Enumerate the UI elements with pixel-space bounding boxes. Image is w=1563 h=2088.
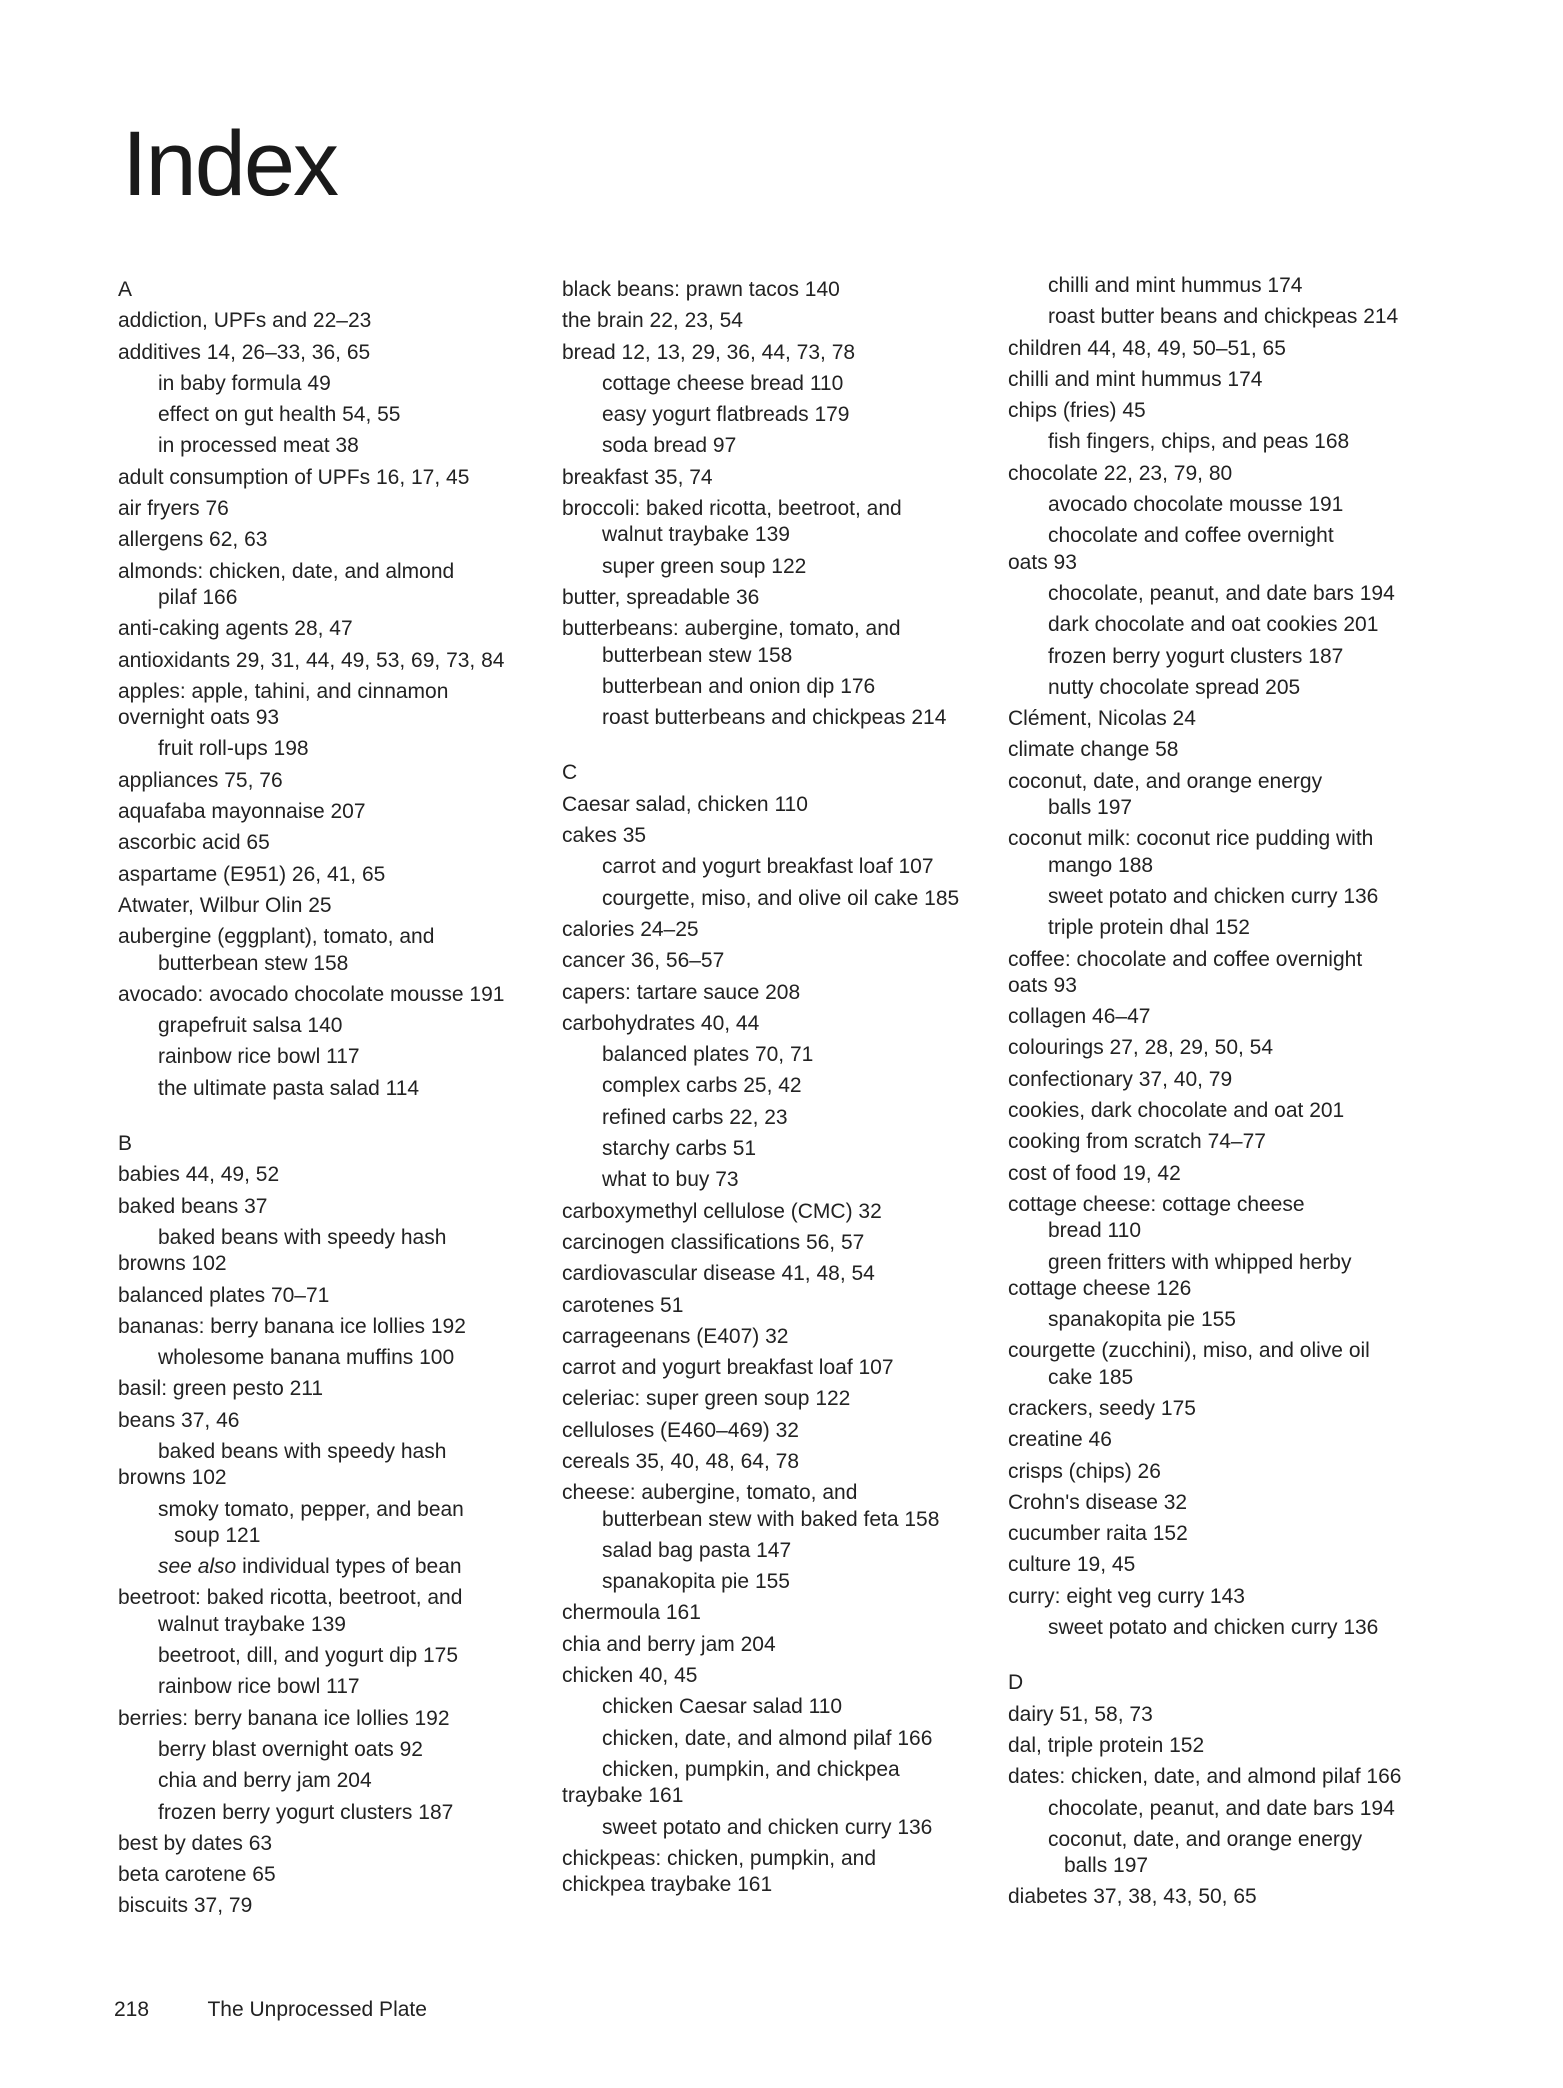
page-title: Index [122, 113, 338, 215]
index-entry: dal, triple protein 152 [1008, 1733, 1205, 1757]
index-subentry: wholesome banana muffins 100 [158, 1346, 455, 1370]
index-entry: baked beans 37 [118, 1194, 268, 1218]
index-entry: aspartame (E951) 26, 41, 65 [118, 862, 386, 886]
index-subentry: roast butterbeans and chickpeas 214 [602, 706, 947, 730]
index-section-letter: C [562, 761, 578, 785]
index-subentry: super green soup 122 [602, 554, 807, 578]
index-entry: coffee: chocolate and coffee overnight [1008, 947, 1363, 971]
index-entry: chickpeas: chicken, pumpkin, and [562, 1846, 877, 1870]
running-title: The Unprocessed Plate [207, 1998, 427, 2021]
index-subentry: frozen berry yogurt clusters 187 [158, 1800, 454, 1824]
index-entry: creatine 46 [1008, 1428, 1112, 1452]
index-entry: breakfast 35, 74 [562, 465, 713, 489]
index-entry: cottage cheese: cottage cheese [1008, 1192, 1305, 1216]
index-entry: celluloses (E460–469) 32 [562, 1418, 799, 1442]
index-entry: cucumber raita 152 [1008, 1522, 1188, 1546]
index-entry: carcinogen classifications 56, 57 [562, 1230, 865, 1254]
index-subentry: baked beans with speedy hash [158, 1439, 447, 1463]
index-subentry: walnut traybake 139 [602, 523, 790, 547]
index-subentry: chia and berry jam 204 [158, 1769, 372, 1793]
index-entry: cookies, dark chocolate and oat 201 [1008, 1099, 1345, 1123]
index-subentry: butterbean stew 158 [158, 951, 349, 975]
index-subentry: traybake 161 [562, 1784, 684, 1808]
index-subentry: chicken, date, and almond pilaf 166 [602, 1726, 933, 1750]
index-subentry: spanakopita pie 155 [602, 1570, 790, 1594]
index-entry: babies 44, 49, 52 [118, 1163, 280, 1187]
index-entry: ascorbic acid 65 [118, 831, 270, 855]
index-subentry: pilaf 166 [158, 585, 238, 609]
index-subentry: salad bag pasta 147 [602, 1538, 792, 1562]
index-subentry: cottage cheese bread 110 [602, 371, 844, 395]
index-entry: the brain 22, 23, 54 [562, 309, 743, 333]
index-subentry: complex carbs 25, 42 [602, 1074, 802, 1098]
index-entry: cakes 35 [562, 824, 647, 848]
index-entry: capers: tartare sauce 208 [562, 980, 801, 1004]
index-entry: climate change 58 [1008, 738, 1179, 762]
index-subentry: balls 197 [1064, 1854, 1149, 1878]
index-subentry: rainbow rice bowl 117 [158, 1045, 360, 1069]
page-footer [114, 1998, 427, 2022]
index-entry: chocolate 22, 23, 79, 80 [1008, 461, 1233, 485]
index-entry: cheese: aubergine, tomato, and [562, 1481, 858, 1505]
index-subentry: oats 93 [1008, 550, 1077, 574]
index-entry: chermoula 161 [562, 1601, 701, 1625]
index-subentry: sweet potato and chicken curry 136 [1048, 884, 1379, 908]
index-entry: butter, spreadable 36 [562, 585, 760, 609]
page-number: 218 [114, 1998, 150, 2021]
index-subentry: bread 110 [1048, 1219, 1142, 1243]
index-entry: courgette (zucchini), miso, and olive oil [1008, 1339, 1370, 1363]
index-entry: Caesar salad, chicken 110 [562, 792, 808, 816]
index-entry: chips (fries) 45 [1008, 399, 1146, 423]
index-entry: balanced plates 70–71 [118, 1283, 330, 1307]
index-subentry: what to buy 73 [602, 1168, 739, 1192]
index-entry: cereals 35, 40, 48, 64, 78 [562, 1449, 799, 1473]
index-subentry: refined carbs 22, 23 [602, 1105, 788, 1129]
index-entry: berries: berry banana ice lollies 192 [118, 1706, 450, 1730]
index-entry: calories 24–25 [562, 917, 699, 941]
index-entry: appliances 75, 76 [118, 768, 283, 792]
index-entry: apples: apple, tahini, and cinnamon [118, 679, 449, 703]
index-entry: crackers, seedy 175 [1008, 1396, 1196, 1420]
index-subentry: easy yogurt flatbreads 179 [602, 403, 850, 427]
index-subentry: rainbow rice bowl 117 [158, 1675, 360, 1699]
index-entry: colourings 27, 28, 29, 50, 54 [1008, 1036, 1274, 1060]
index-entry: coconut milk: coconut rice pudding with [1008, 827, 1374, 851]
index-subentry: roast butter beans and chickpeas 214 [1048, 305, 1399, 329]
index-subentry [118, 1551, 558, 1582]
index-subentry: chocolate and coffee overnight [1048, 524, 1334, 548]
index-subentry: frozen berry yogurt clusters 187 [1048, 644, 1344, 668]
index-subentry: smoky tomato, pepper, and bean [158, 1497, 464, 1521]
index-entry: chilli and mint hummus 174 [1008, 367, 1263, 391]
index-entry: beetroot: baked ricotta, beetroot, and [118, 1586, 463, 1610]
index-subentry: courgette, miso, and olive oil cake 185 [602, 886, 960, 910]
index-subentry: fish fingers, chips, and peas 168 [1048, 430, 1350, 454]
index-subentry: in baby formula 49 [158, 371, 331, 395]
index-entry: chia and berry jam 204 [562, 1632, 776, 1656]
index-entry: bananas: berry banana ice lollies 192 [118, 1314, 466, 1338]
index-entry: dates: chicken, date, and almond pilaf 166 [1008, 1765, 1402, 1789]
index-entry: coconut, date, and orange energy [1008, 769, 1323, 793]
index-entry: carotenes 51 [562, 1293, 684, 1317]
index-subentry: chicken Caesar salad 110 [602, 1695, 843, 1719]
index-entry: aubergine (eggplant), tomato, and [118, 925, 435, 949]
index-entry: air fryers 76 [118, 497, 229, 521]
index-subentry: effect on gut health 54, 55 [158, 403, 401, 427]
index-subentry: berry blast overnight oats 92 [158, 1737, 423, 1761]
index-subentry: sweet potato and chicken curry 136 [602, 1815, 933, 1839]
index-column-2 [562, 274, 1002, 1900]
index-subentry: butterbean stew 158 [602, 643, 793, 667]
index-subentry: triple protein dhal 152 [1048, 916, 1250, 940]
index-subentry: browns 102 [118, 1466, 227, 1490]
index-entry: black beans: prawn tacos 140 [562, 278, 840, 301]
index-entry: carrageenans (E407) 32 [562, 1324, 789, 1348]
index-subentry: coconut, date, and orange energy [1048, 1827, 1363, 1851]
index-entry: collagen 46–47 [1008, 1005, 1151, 1029]
index-entry: dairy 51, 58, 73 [1008, 1702, 1153, 1726]
index-subentry: mango 188 [1048, 853, 1154, 877]
index-subentry: the ultimate pasta salad 114 [158, 1076, 420, 1100]
index-subentry: spanakopita pie 155 [1048, 1308, 1236, 1332]
index-subentry: balls 197 [1048, 796, 1133, 820]
index-subentry: browns 102 [118, 1252, 227, 1276]
index-entry: curry: eight veg curry 143 [1008, 1584, 1245, 1608]
index-entry: antioxidants 29, 31, 44, 49, 53, 69, 73, 84 [118, 648, 505, 672]
index-subentry: beetroot, dill, and yogurt dip 175 [158, 1644, 459, 1668]
index-entry: best by dates 63 [118, 1831, 273, 1855]
index-entry: butterbeans: aubergine, tomato, and [562, 617, 901, 641]
index-entry: Atwater, Wilbur Olin 25 [118, 893, 332, 917]
see-also-label: see also [158, 1555, 237, 1579]
index-entry: cardiovascular disease 41, 48, 54 [562, 1262, 875, 1286]
index-subentry: cake 185 [1048, 1365, 1134, 1389]
index-subentry: soup 121 [174, 1523, 261, 1547]
index-subentry: overnight oats 93 [118, 706, 280, 730]
index-entry: anti-caking agents 28, 47 [118, 617, 353, 641]
index-subentry: butterbean and onion dip 176 [602, 674, 876, 698]
index-section-letter: D [1008, 1671, 1024, 1695]
index-entry: avocado: avocado chocolate mousse 191 [118, 982, 505, 1006]
index-entry: allergens 62, 63 [118, 528, 268, 552]
index-entry: celeriac: super green soup 122 [562, 1387, 851, 1411]
index-entry: cancer 36, 56–57 [562, 949, 725, 973]
index-entry: broccoli: baked ricotta, beetroot, and [562, 497, 902, 521]
index-subentry: chickpea traybake 161 [562, 1873, 773, 1897]
index-subentry: oats 93 [1008, 973, 1077, 997]
index-subentry: dark chocolate and oat cookies 201 [1048, 613, 1379, 637]
index-entry: chicken 40, 45 [562, 1664, 698, 1688]
index-entry: cost of food 19, 42 [1008, 1161, 1181, 1185]
index-entry: Clément, Nicolas 24 [1008, 707, 1196, 731]
index-entry: confectionary 37, 40, 79 [1008, 1067, 1233, 1091]
index-entry: cooking from scratch 74–77 [1008, 1130, 1266, 1154]
index-subentry: avocado chocolate mousse 191 [1048, 493, 1344, 517]
index-entry: crisps (chips) 26 [1008, 1459, 1161, 1483]
index-entry: culture 19, 45 [1008, 1553, 1136, 1577]
index-subentry: chocolate, peanut, and date bars 194 [1048, 581, 1395, 605]
index-entry: adult consumption of UPFs 16, 17, 45 [118, 465, 470, 489]
index-column-3 [1008, 270, 1448, 1913]
index-subentry: in processed meat 38 [158, 434, 359, 458]
index-entry: additives 14, 26–33, 36, 65 [118, 340, 371, 364]
index-subentry: cottage cheese 126 [1008, 1276, 1192, 1300]
index-entry: carboxymethyl cellulose (CMC) 32 [562, 1199, 882, 1223]
index-subentry: walnut traybake 139 [158, 1612, 346, 1636]
index-entry: Crohn's disease 32 [1008, 1490, 1188, 1514]
index-section-letter: A [118, 278, 133, 301]
index-subentry: carrot and yogurt breakfast loaf 107 [602, 855, 934, 879]
index-subentry: nutty chocolate spread 205 [1048, 675, 1301, 699]
index-entry: bread 12, 13, 29, 36, 44, 73, 78 [562, 340, 856, 364]
index-subentry: green fritters with whipped herby [1048, 1250, 1352, 1274]
index-entry: carbohydrates 40, 44 [562, 1011, 760, 1035]
see-also-target: individual types of bean [242, 1555, 462, 1579]
index-entry: aquafaba mayonnaise 207 [118, 800, 366, 824]
index-subentry: balanced plates 70, 71 [602, 1043, 814, 1067]
index-entry: biscuits 37, 79 [118, 1894, 253, 1918]
index-subentry: grapefruit salsa 140 [158, 1014, 343, 1038]
index-subentry: butterbean stew with baked feta 158 [602, 1507, 940, 1531]
index-entry: beans 37, 46 [118, 1408, 240, 1432]
index-subentry: fruit roll-ups 198 [158, 737, 309, 761]
index-subentry: baked beans with speedy hash [158, 1225, 447, 1249]
index-subentry: sweet potato and chicken curry 136 [1048, 1616, 1379, 1640]
index-entry: addiction, UPFs and 22–23 [118, 309, 372, 333]
index-entry: carrot and yogurt breakfast loaf 107 [562, 1356, 894, 1380]
index-section-letter: B [118, 1132, 133, 1156]
index-entry: children 44, 48, 49, 50–51, 65 [1008, 336, 1286, 360]
index-entry: almonds: chicken, date, and almond [118, 559, 455, 583]
index-subentry: chocolate, peanut, and date bars 194 [1048, 1796, 1395, 1820]
index-entry: basil: green pesto 211 [118, 1377, 324, 1401]
index-subentry: chilli and mint hummus 174 [1048, 274, 1303, 297]
index-subentry: starchy carbs 51 [602, 1137, 757, 1161]
index-entry: beta carotene 65 [118, 1863, 276, 1887]
index-entry: diabetes 37, 38, 43, 50, 65 [1008, 1885, 1257, 1909]
index-column-1 [118, 274, 558, 1922]
index-subentry: chicken, pumpkin, and chickpea [602, 1757, 900, 1781]
index-subentry: soda bread 97 [602, 434, 737, 458]
